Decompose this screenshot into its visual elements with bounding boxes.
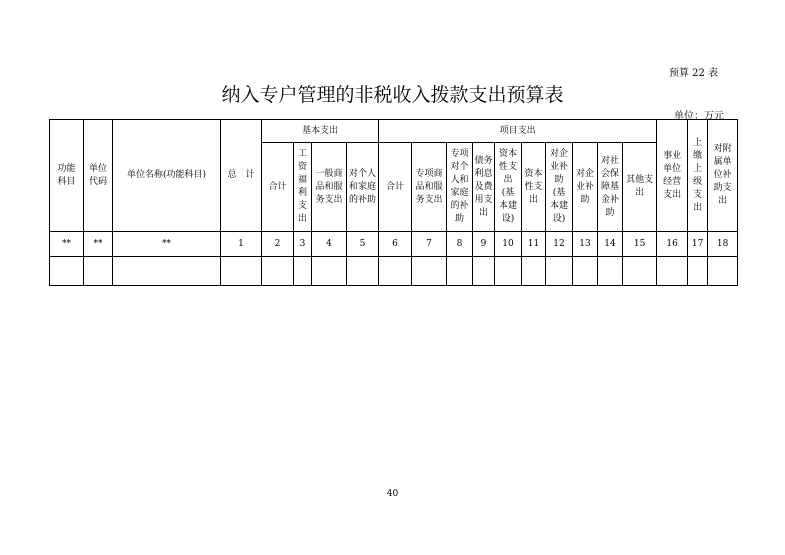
data-cell [546,257,573,286]
index-cell: 12 [546,232,573,257]
index-cell: 9 [473,232,495,257]
index-cell: ** [50,232,84,257]
header-project-debt: 债务 利息 及费 用支 出 [473,143,495,232]
index-cell: 17 [688,232,708,257]
index-cell: 1 [221,232,262,257]
header-unit-name: 单位名称(功能科目) [113,120,221,232]
data-cell [657,257,688,286]
header-basic-wage: 工 资 福 利 支 出 [294,143,312,232]
index-cell: 11 [522,232,546,257]
header-project-other: 其他支 出 [623,143,657,232]
data-cell [347,257,379,286]
header-basic-subtotal: 合计 [262,143,294,232]
data-cell [447,257,473,286]
index-row [50,232,738,257]
data-cell [294,257,312,286]
index-cell: 8 [447,232,473,257]
data-cell [623,257,657,286]
index-cell: 2 [262,232,294,257]
header-project-group: 项目支出 [379,120,657,143]
header-project-social: 对社 会保 障基 金补 助 [598,143,623,232]
header-basic-goods: 一般商 品和服 务支出 [312,143,347,232]
data-cell [573,257,598,286]
header-basic-subsidy: 对个人 和家庭 的补助 [347,143,379,232]
header-basic-group: 基本支出 [262,120,379,143]
header-superior: 上缴 上级 支出 [688,120,708,232]
header-project-enterprise-build: 对企 业补 助 (基 本建 设) [546,143,573,232]
empty-data-row [50,257,738,286]
header-project-capital: 资本 性支 出 [522,143,546,232]
unit-label: 单位：万元 [674,111,724,122]
header-total: 总 计 [221,120,262,232]
header-project-subtotal: 合计 [379,143,412,232]
page-number: 40 [386,489,399,499]
index-cell: 6 [379,232,412,257]
index-cell: 4 [312,232,347,257]
data-cell [473,257,495,286]
data-cell [688,257,708,286]
index-cell: 10 [495,232,522,257]
data-cell [412,257,447,286]
data-cell [708,257,738,286]
header-operating: 事业 单位 经营 支出 [657,120,688,232]
index-cell: 15 [623,232,657,257]
header-func-subject: 功能 科目 [50,120,84,232]
index-cell: 5 [347,232,379,257]
index-cell: 7 [412,232,447,257]
budget-table [49,119,738,286]
page-title: 纳入专户管理的非税收入拨款支出预算表 [221,84,564,106]
data-cell [50,257,84,286]
data-cell [598,257,623,286]
index-cell: ** [113,232,221,257]
header-project-goods: 专项商 品和服 务支出 [412,143,447,232]
header-project-subsidy: 专项 对个 人和 家庭 的补 助 [447,143,473,232]
index-cell: 3 [294,232,312,257]
index-cell: 18 [708,232,738,257]
data-cell [113,257,221,286]
form-number: 预算 22 表 [669,68,719,79]
header-affiliated: 对附 属单 位补 助支 出 [708,120,738,232]
data-cell [495,257,522,286]
index-cell: ** [84,232,113,257]
data-cell [379,257,412,286]
header-project-capital-build: 资本 性支 出 (基 本建 设) [495,143,522,232]
header-unit-code: 单位 代码 [84,120,113,232]
index-cell: 16 [657,232,688,257]
header-project-enterprise: 对企 业补 助 [573,143,598,232]
data-cell [262,257,294,286]
data-cell [221,257,262,286]
data-cell [312,257,347,286]
data-cell [84,257,113,286]
index-cell: 13 [573,232,598,257]
data-cell [522,257,546,286]
index-cell: 14 [598,232,623,257]
